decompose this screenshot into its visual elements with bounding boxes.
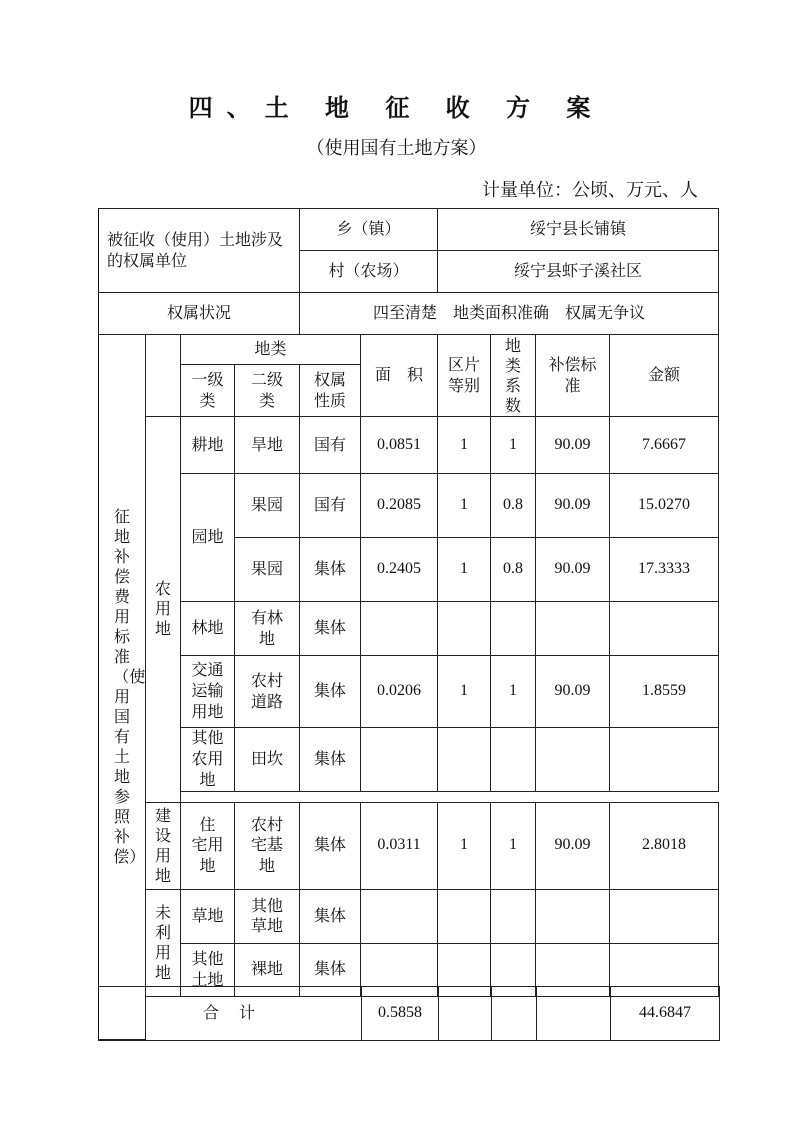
zone-cell — [438, 889, 491, 943]
nature-cell: 集体 — [300, 602, 361, 656]
total-area: 0.5858 — [362, 987, 439, 1041]
area-cell — [361, 728, 438, 792]
level2-cell: 农村宅基地 — [235, 802, 300, 889]
coef-cell — [491, 889, 536, 943]
town-label: 乡（镇） — [300, 209, 438, 251]
group-unused: 未利用地 — [146, 889, 181, 996]
zone-cell: 1 — [438, 802, 491, 889]
total-standard — [537, 987, 611, 1041]
amount-cell: 2.8018 — [610, 802, 719, 889]
nature-cell: 集体 — [300, 728, 361, 792]
ownership-label: 权属状况 — [99, 293, 300, 335]
level1-cultivated: 耕地 — [181, 417, 235, 474]
village-label: 村（农场） — [300, 251, 438, 293]
total-amount: 44.6847 — [611, 987, 720, 1041]
town-value: 绥宁县长铺镇 — [438, 209, 719, 251]
coef-cell: 0.8 — [491, 538, 536, 602]
amount-cell — [610, 728, 719, 792]
amount-cell — [610, 889, 719, 943]
ownership-row — [99, 293, 719, 335]
nature-cell: 集体 — [300, 656, 361, 728]
total-zone — [439, 987, 492, 1041]
area-cell: 0.2405 — [361, 538, 438, 602]
table-row — [99, 417, 719, 474]
ownership-value: 四至清楚 地类面积准确 权属无争议 — [300, 293, 719, 335]
amount-cell: 17.3333 — [610, 538, 719, 602]
total-table — [98, 986, 720, 1041]
owner-row-town — [99, 209, 719, 251]
amount-cell: 1.8559 — [610, 656, 719, 728]
level2-cell: 裸地 — [235, 943, 300, 996]
area-cell: 0.0206 — [361, 656, 438, 728]
area-cell: 0.0851 — [361, 417, 438, 474]
level2-cell: 有林地 — [235, 602, 300, 656]
area-cell — [361, 602, 438, 656]
level2-cell: 果园 — [235, 474, 300, 538]
nature-cell: 集体 — [300, 538, 361, 602]
nature-cell: 集体 — [300, 802, 361, 889]
side-label: 征地补偿费用标准（使用国有土地参照补偿） — [99, 335, 146, 1040]
zone-cell: 1 — [438, 474, 491, 538]
header-area: 面 积 — [361, 335, 438, 417]
coef-cell — [491, 602, 536, 656]
group-agri: 农用地 — [146, 417, 181, 803]
page-title: 四、土 地 征 收 方 案 — [188, 94, 605, 122]
owner-label: 被征收（使用）土地涉及的权属单位 — [99, 209, 300, 293]
amount-cell: 7.6667 — [610, 417, 719, 474]
table-row — [99, 656, 719, 728]
standard-cell: 90.09 — [536, 474, 610, 538]
level2-cell: 田坎 — [235, 728, 300, 792]
level1-garden: 园地 — [181, 474, 235, 602]
standard-cell — [536, 728, 610, 792]
header-amount: 金额 — [610, 335, 719, 417]
nature-cell: 国有 — [300, 474, 361, 538]
area-cell: 0.0311 — [361, 802, 438, 889]
level1-residential: 住 宅用地 — [181, 802, 235, 889]
level2-cell: 其他草地 — [235, 889, 300, 943]
standard-cell: 90.09 — [536, 802, 610, 889]
amount-cell — [610, 602, 719, 656]
header-standard: 补偿标准 — [536, 335, 610, 417]
header-zone: 区片等别 — [438, 335, 491, 417]
header-row-1 — [99, 335, 719, 365]
table-row — [99, 728, 719, 792]
total-label: 合 计 — [99, 987, 362, 1041]
table-row — [99, 602, 719, 656]
level2-cell: 果园 — [235, 538, 300, 602]
coef-cell: 1 — [491, 656, 536, 728]
zone-cell — [438, 728, 491, 792]
table-row — [99, 474, 719, 538]
standard-cell: 90.09 — [536, 656, 610, 728]
spacer-row — [99, 792, 719, 803]
header-land-type: 地类 — [181, 335, 361, 365]
page-subtitle: （使用国有土地方案） — [306, 138, 487, 159]
header-level1: 一级类 — [181, 365, 235, 417]
header-coef: 地类系数 — [491, 335, 536, 417]
level1-other-land: 其他土地 — [181, 943, 235, 996]
standard-cell — [536, 602, 610, 656]
coef-cell: 0.8 — [491, 474, 536, 538]
zone-cell: 1 — [438, 417, 491, 474]
header-nature: 权属性质 — [300, 365, 361, 417]
table-row — [99, 802, 719, 889]
units-label: 计量单位：公顷、万元、人 — [482, 180, 698, 201]
standard-cell: 90.09 — [536, 538, 610, 602]
table-row — [99, 889, 719, 943]
header-blank — [146, 335, 181, 417]
level2-cell: 农村道路 — [235, 656, 300, 728]
level1-forest: 林地 — [181, 602, 235, 656]
zone-cell: 1 — [438, 656, 491, 728]
amount-cell: 15.0270 — [610, 474, 719, 538]
coef-cell: 1 — [491, 802, 536, 889]
level2-cell: 旱地 — [235, 417, 300, 474]
header-level2: 二级类 — [235, 365, 300, 417]
coef-cell: 1 — [491, 417, 536, 474]
coef-cell — [491, 728, 536, 792]
standard-cell — [536, 889, 610, 943]
village-value: 绥宁县虾子溪社区 — [438, 251, 719, 293]
standard-cell: 90.09 — [536, 417, 610, 474]
area-cell — [361, 889, 438, 943]
zone-cell: 1 — [438, 538, 491, 602]
total-coef — [492, 987, 537, 1041]
nature-cell: 集体 — [300, 943, 361, 996]
area-cell: 0.2085 — [361, 474, 438, 538]
level1-other-agri: 其他农用地 — [181, 728, 235, 792]
nature-cell: 集体 — [300, 889, 361, 943]
total-row — [99, 987, 720, 1041]
land-acquisition-table — [98, 208, 719, 1040]
level1-transport: 交通运输用地 — [181, 656, 235, 728]
group-construction: 建设用地 — [146, 802, 181, 889]
level1-grass: 草地 — [181, 889, 235, 943]
nature-cell: 国有 — [300, 417, 361, 474]
zone-cell — [438, 602, 491, 656]
